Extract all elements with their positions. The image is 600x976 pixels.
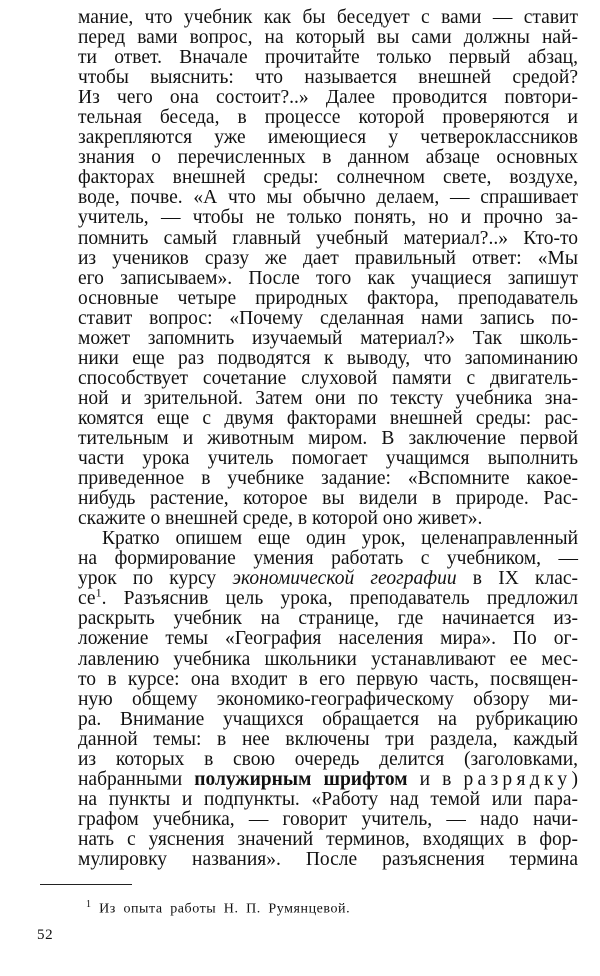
text-line: мулировку названия». После разъяснения термина (78, 848, 578, 870)
text-run: се (78, 588, 96, 610)
text-run: ) (571, 768, 578, 790)
text-line: учитель, — чтобы не только понять, но и прочно за- (78, 207, 578, 229)
text-line: ной и зрительной. Затем они по тексту учебника зна- (78, 387, 578, 409)
text-line: помнить самый главный учебный материал?..» Кто-то (78, 227, 578, 249)
text-line: тительным и животным миром. В заключение первой (78, 427, 578, 449)
text-line: способствует сочетание слуховой памяти с двигатель- (78, 367, 578, 389)
bold-phrase: полужирным шрифтом (194, 768, 408, 790)
paragraph-2 (78, 529, 578, 870)
text-line: воде, почве. «А что мы обычно делаем, — спрашивает (78, 187, 578, 209)
text-line: приведенное в учебнике задание: «Вспомните какое- (78, 468, 578, 490)
text-line: может запомнить изучаемый материал?» Так школь- (78, 327, 578, 349)
text-line: лавлению учебника школьники устанавливают ее мес- (78, 648, 578, 670)
text-line: Кратко опишем еще один урок, целенаправленный (102, 528, 578, 550)
text-line: ную общему экономико-географическому обзору ми- (78, 688, 578, 710)
footnote-text: Из опыта работы Н. П. Румянцевой. (99, 901, 351, 917)
text-line: графом учебника, — говорит учитель, — надо начи- (78, 808, 578, 830)
text-line: нибудь растение, которое вы видели в природе. Рас- (78, 488, 578, 510)
text-run: . Разъяснив цель урока, преподаватель предложил (101, 588, 578, 610)
text-line: нать с уяснения значений терминов, входящих в фор- (78, 828, 578, 850)
footnote (86, 899, 350, 918)
text-run: и в (407, 768, 464, 790)
text-line: факторах внешней среды: солнечном свете, воздухе, (78, 167, 578, 189)
text-line: скажите о внешней среде, в которой оно живет». (78, 508, 483, 530)
text-line: знания о перечисленных в данном абзаце основных (78, 147, 578, 169)
paragraph-1 (78, 8, 578, 529)
text-line: тельная беседа, в процессе которой проверяются и (78, 107, 578, 129)
text-line: то в курсе: она входит в его первую часть, посвящен- (78, 668, 578, 690)
text-line: ники еще раз подводятся к выводу, что запоминанию (78, 347, 578, 369)
text-line: чтобы выяснить: что называется внешней средой? (78, 67, 578, 89)
footnote-reference: 1 (95, 585, 102, 600)
text-line: ти ответ. Вначале прочитайте только первый абзац, (78, 47, 578, 69)
text-line: части урока учитель помогает учащимся выполнить (78, 448, 578, 470)
footnote-mark: 1 (86, 899, 92, 910)
text-line (78, 585, 578, 610)
footnote-divider (40, 884, 132, 885)
text-line (78, 770, 578, 790)
text-run: урок по курсу (78, 568, 233, 590)
text-line: мание, что учебник как бы беседует с вами — ставит (78, 7, 578, 28)
text-line: раскрыть учебник на странице, где начинается из- (78, 608, 578, 630)
text-run: набранными (78, 768, 195, 790)
text-line: комятся еще с двумя факторами внешней среды: рас- (78, 407, 578, 429)
text-line: ра. Внимание учащихся обращается на рубрикацию (78, 708, 578, 730)
text-line: данной темы: в нее включены три раздела, каждый (78, 728, 578, 750)
text-line: Из чего она состоит?..» Далее проводится повтори- (78, 87, 578, 109)
text-line (78, 569, 578, 589)
text-line: закрепляются уже имеющиеся у четвероклассников (78, 127, 578, 149)
text-line: его записываем». После того как учащиеся запишут (78, 267, 578, 289)
text-line: на пункты и подпункты. «Работу над темой или пара- (78, 788, 578, 810)
text-line: на формирование умения работать с учебником, — (78, 548, 578, 570)
italic-term: экономической географии (232, 568, 457, 590)
text-line: основные четыре природных фактора, преподаватель (78, 287, 578, 309)
text-line: из которых в свою очередь делится (заголовками, (78, 748, 578, 770)
main-text (78, 8, 578, 870)
text-line: из учеников сразу же дает правильный ответ: «Мы (78, 247, 578, 269)
text-line: ставит вопрос: «Почему сделанная нами запись по- (78, 307, 578, 329)
page-number: 52 (37, 927, 54, 943)
spaced-word: разрядку (463, 768, 572, 790)
text-run: в IX клас- (456, 568, 578, 590)
text-line: ложение темы «География населения мира». По ог- (78, 628, 578, 650)
text-line: перед вами вопрос, на который вы сами должны най- (78, 27, 578, 49)
